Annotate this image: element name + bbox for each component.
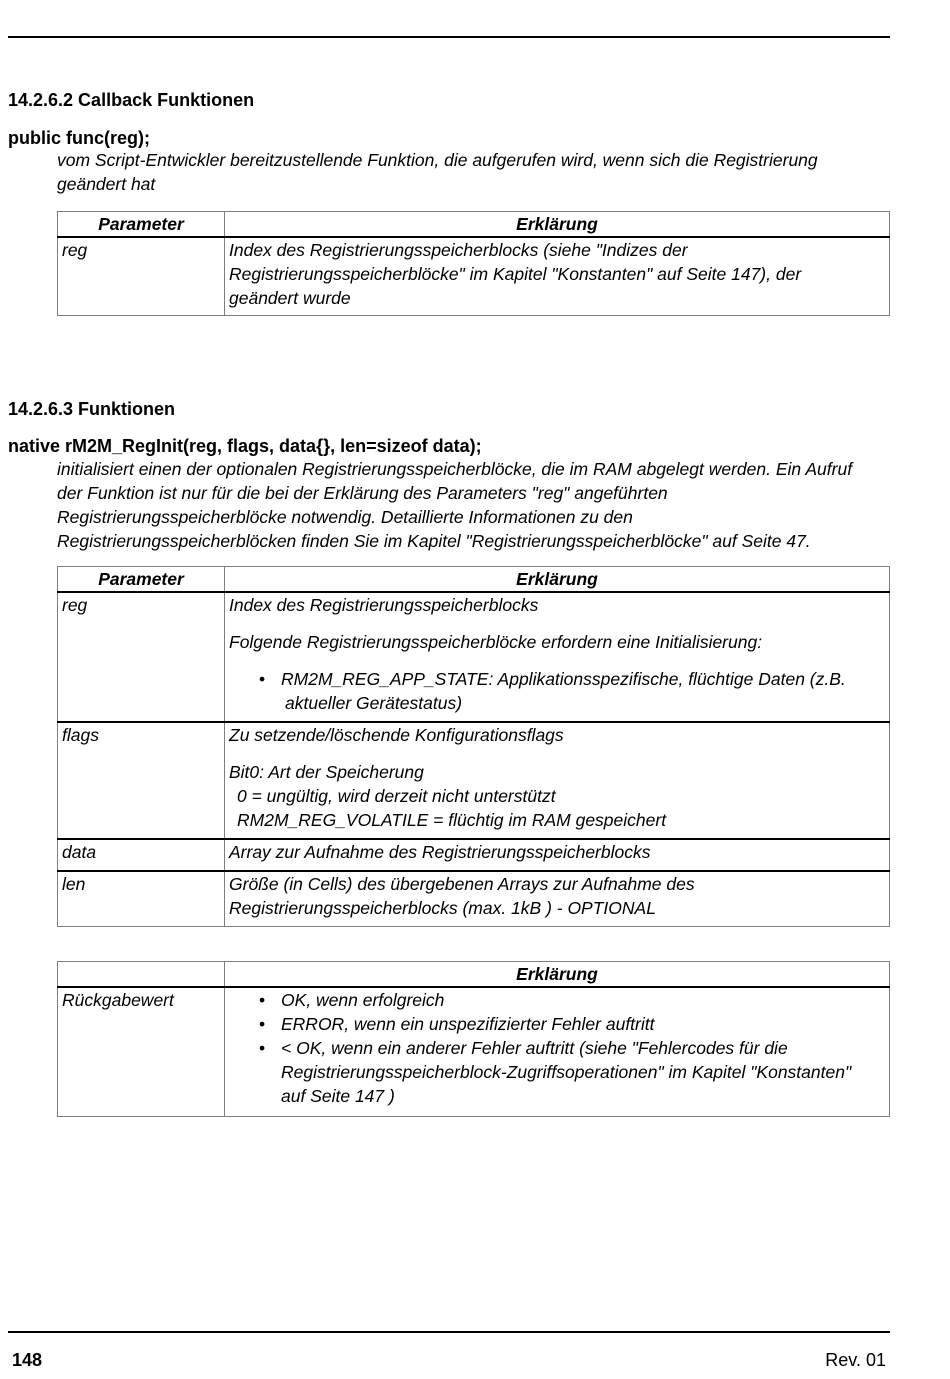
column-header-erklaerung: Erklärung [225, 212, 890, 238]
explanation-line: Registrierungsspeicherblöcke" im Kapitel "Konstanten" auf Seite 147), der [229, 264, 802, 284]
flag-option: RM2M_REG_VOLATILE = flüchtig im RAM gespeichert [237, 810, 667, 830]
table-row-return [58, 987, 890, 1117]
explanation-line: Index des Registrierungsspeicherblocks (siehe "Indizes der [229, 240, 688, 260]
top-rule [8, 36, 890, 38]
description-line: der Funktion ist nur für die bei der Erklärung des Parameters "reg" angeführten [57, 483, 668, 503]
param-name: flags [58, 722, 225, 839]
description-line: Registrierungsspeicherblöcken finden Sie im Kapitel "Registrierungsspeicherblöcke" auf Seite 47. [57, 531, 811, 551]
table-row-reg [58, 592, 890, 722]
return-explanation [225, 987, 890, 1117]
param-explanation [225, 871, 890, 927]
description-line: initialisiert einen der optionalen Registrierungsspeicherblöcke, die im RAM abgelegt werden. Ein Aufruf [57, 459, 853, 479]
table-row-data [58, 839, 890, 871]
revision-label: Rev. 01 [825, 1350, 886, 1370]
list-item: • ERROR, wenn ein unspezifizierter Fehler auftritt [281, 1012, 885, 1036]
table-row [58, 237, 890, 316]
column-header-parameter: Parameter [58, 212, 225, 238]
bottom-rule [8, 1331, 890, 1333]
column-header-empty [58, 962, 225, 988]
column-header-erklaerung: Erklärung [225, 567, 890, 593]
section-heading-funktionen: 14.2.6.3 Funktionen [8, 399, 176, 419]
return-label: Rückgabewert [58, 987, 225, 1117]
column-header-erklaerung: Erklärung [225, 962, 890, 988]
param-name: data [58, 839, 225, 871]
param-explanation [225, 237, 890, 316]
description-line: geändert hat [57, 174, 156, 194]
page-number: 148 [12, 1350, 43, 1370]
bullet-list [229, 667, 885, 715]
table-row-len [58, 871, 890, 927]
function-description-func [57, 148, 897, 196]
explanation-line: Größe (in Cells) des übergebenen Arrays zur Aufnahme des [229, 874, 695, 894]
param-explanation [225, 592, 890, 722]
bullet-list [229, 988, 885, 1108]
function-signature-reginit: native rM2M_RegInit(reg, flags, data{}, len=sizeof data); [8, 436, 482, 456]
explanation-line: Folgende Registrierungsspeicherblöcke erfordern eine Initialisierung: [229, 632, 763, 652]
explanation-line: Array zur Aufnahme des Registrierungsspeicherblocks [229, 842, 651, 862]
explanation-line: Registrierungsspeicherblocks (max. 1kB ) - OPTIONAL [229, 898, 656, 918]
list-item: • OK, wenn erfolgreich [281, 988, 885, 1012]
param-name: len [58, 871, 225, 927]
param-explanation [225, 722, 890, 839]
flag-option: 0 = ungültig, wird derzeit nicht unterstützt [237, 786, 556, 806]
explanation-line: Zu setzende/löschende Konfigurationsflags [229, 725, 564, 745]
function-signature-func: public func(reg); [8, 128, 150, 148]
explanation-line: geändert wurde [229, 288, 351, 308]
list-item: • RM2M_REG_APP_STATE: Applikationsspezifische, flüchtige Daten (z.B. aktueller Gerätestatus) [281, 667, 885, 715]
parameter-table-func [57, 211, 890, 316]
explanation-line: Index des Registrierungsspeicherblocks [229, 595, 539, 615]
param-explanation [225, 839, 890, 871]
column-header-parameter: Parameter [58, 567, 225, 593]
parameter-table-reginit [57, 566, 890, 927]
explanation-line: Bit0: Art der Speicherung [229, 762, 424, 782]
param-name: reg [58, 592, 225, 722]
return-table-reginit [57, 961, 890, 1117]
description-line: Registrierungsspeicherblöcke notwendig. Detaillierte Informationen zu den [57, 507, 633, 527]
param-name: reg [58, 237, 225, 316]
description-line: vom Script-Entwickler bereitzustellende Funktion, die aufgerufen wird, wenn sich die Registrierung [57, 150, 818, 170]
section-heading-callback: 14.2.6.2 Callback Funktionen [8, 90, 255, 110]
table-row-flags [58, 722, 890, 839]
function-description-reginit [57, 457, 897, 553]
list-item: • < OK, wenn ein anderer Fehler auftritt (siehe "Fehlercodes für die Registrierungsspeicherblock-Zugriffsoperationen" im Kapitel "Konstanten" auf Seite 147 ) [281, 1036, 885, 1108]
